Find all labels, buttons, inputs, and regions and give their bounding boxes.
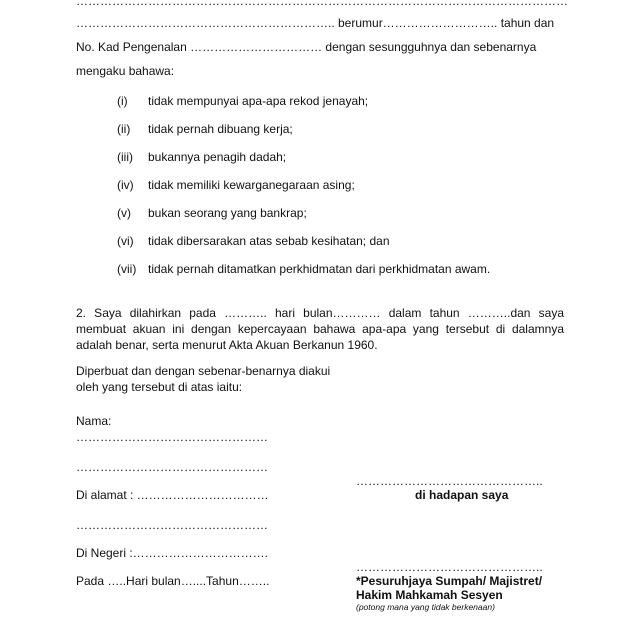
paragraph-2-line-2: membuat akuan ini dengan kepercayaan bahawa apa-apa yang tersebut di dalamnya [76, 322, 564, 336]
negeri-line: Di Negeri :……………………………. [76, 546, 269, 560]
list-item-number: (iii) [117, 150, 133, 164]
list-item-number: (v) [117, 206, 131, 220]
nama-dotted-line-2: ………………………………………… [76, 460, 268, 474]
paragraph-2-line-3: adalah benar, serta menurut Akta Akuan Berkanun 1960. [76, 338, 378, 352]
before-me-label: di hadapan saya [415, 488, 509, 502]
nama-label: Nama: [76, 414, 112, 428]
name-age-line: ……………………………………………………….. berumur……………………….. tahun dan [76, 16, 555, 30]
commissioner-title-line-2: Hakim Mahkamah Sesyen [356, 588, 503, 602]
list-item-number: (iv) [117, 178, 134, 192]
list-item-text: bukannya penagih dadah; [148, 150, 287, 164]
declared-line-2: oleh yang tersebut di atas iaitu: [76, 380, 243, 394]
list-item-text: tidak mempunyai apa-apa rekod jenayah; [148, 94, 369, 108]
list-item-text: tidak memiliki kewarganegaraan asing; [148, 178, 355, 192]
list-item-text: tidak pernah dibuang kerja; [148, 122, 293, 136]
list-item-number: (vii) [117, 262, 137, 276]
declaration-intro: mengaku bahawa: [76, 64, 175, 78]
list-item-number: (vi) [117, 234, 134, 248]
declared-line-1: Diperbuat dan dengan sebenar-benarnya diakui [76, 364, 331, 378]
nama-dotted-line-1: ………………………………………… [76, 430, 268, 444]
list-item-text: tidak pernah ditamatkan perkhidmatan dari perkhidmatan awam. [148, 262, 491, 276]
list-item-text: tidak dibersarakan atas sebab kesihatan; dan [148, 234, 390, 248]
paragraph-2-line-1: 2. Saya dilahirkan pada ……….. hari bulan………… dalam tahun ………..dan saya [76, 306, 564, 320]
delete-note: (potong mana yang tidak berkenaan) [356, 602, 495, 612]
list-item-text: bukan seorang yang bankrap; [148, 206, 307, 220]
commissioner-title-line-1: *Pesuruhjaya Sumpah/ Majistret/ [356, 574, 543, 588]
witness-signature-line: ……………………………………….. [356, 474, 543, 488]
alamat-dotted-line: ………………………………………… [76, 518, 268, 532]
commissioner-signature-line: ……………………………………….. [356, 560, 543, 574]
list-item-number: (i) [117, 94, 128, 108]
date-line: Pada …..Hari bulan…....Tahun…….. [76, 574, 270, 588]
ic-number-line: No. Kad Pengenalan …………………………… dengan sesungguhnya dan sebenarnya [76, 40, 537, 54]
alamat-line: Di alamat : …………………………… [76, 488, 269, 502]
list-item-number: (ii) [117, 122, 131, 136]
top-dotted-line: …………………………………………………………………………………………………………… [76, 0, 568, 8]
